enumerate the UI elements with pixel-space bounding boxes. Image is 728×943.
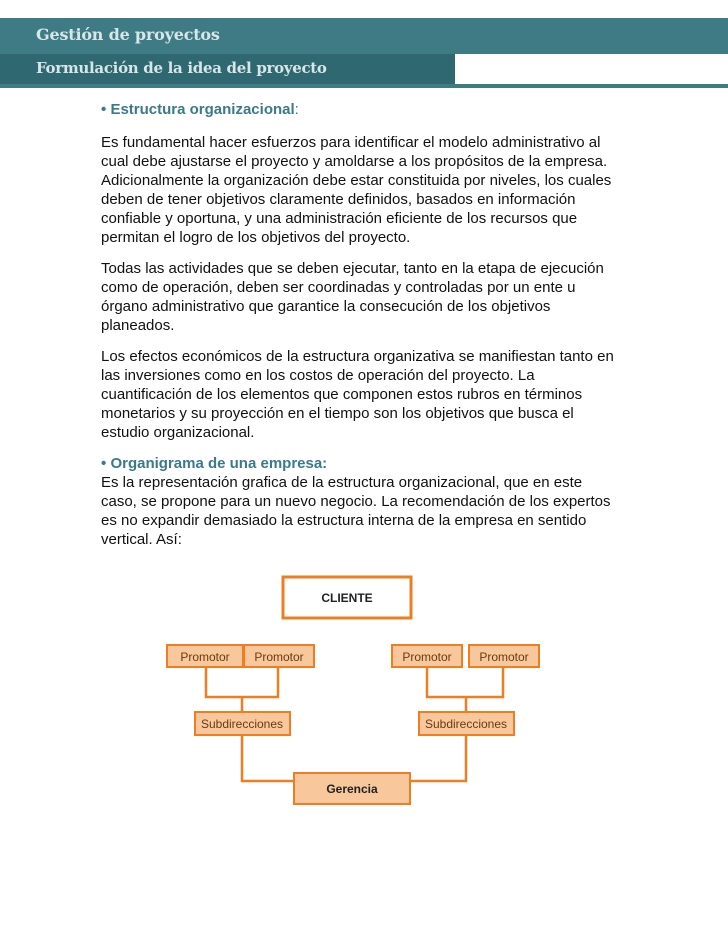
bullet: • — [101, 455, 107, 472]
promoter-label: Promotor — [479, 650, 529, 664]
promoter-label: Promotor — [254, 650, 304, 664]
subdirections-label: Subdirecciones — [200, 717, 284, 731]
paragraph: Es fundamental hacer esfuerzos para identificar el modelo administrativo al cual debe ajustarse el proyecto y amoldarse a los propósitos de la empresa. Adicionalmente la organización debe estar constituida por niveles, los cuales deben de tener objetivos claramente definidos, basados en información confiable y oportuna, y una administración eficiente de los recursos que permitan el logro de los objetivos del proyecto. — [101, 134, 612, 246]
topic-title: Formulación de la idea del proyecto — [36, 59, 327, 77]
promoter-label: Promotor — [402, 650, 452, 664]
section-heading: Estructura organizacional — [110, 101, 295, 118]
paragraph: Es la representación grafica de la estructura organizacional, que en este caso, se propone para un nuevo negocio. La recomendación de los expertos es no expandir demasiado la estructura interna de la empresa en sentido vertical. Así: — [101, 474, 611, 548]
course-title: Gestión de proyectos — [36, 25, 220, 44]
paragraph: Los efectos económicos de la estructura organizativa se manifiestan tanto en las inversiones como en los costos de operación del proyecto. La cuantificación de los elementos que componen estos rubros en términos monetarios y su proyección en el tiempo son los objetivos que busca el estudio organizacional. — [101, 348, 614, 441]
promoter-label: Promotor — [180, 650, 230, 664]
paragraph: Todas las actividades que se deben ejecutar, tanto en la etapa de ejecución como de operación, deben ser coordinadas y controladas por un ente u órgano administrativo que garantice la consecución de los objetivos planeados. — [101, 260, 604, 334]
subdirections-label: Subdirecciones — [424, 717, 508, 731]
bullet: • — [101, 101, 107, 118]
client-label: CLIENTE — [321, 591, 373, 605]
section-heading: Organigrama de una empresa: — [110, 455, 328, 472]
management-label: Gerencia — [326, 782, 378, 796]
heading-colon: : — [294, 101, 299, 118]
